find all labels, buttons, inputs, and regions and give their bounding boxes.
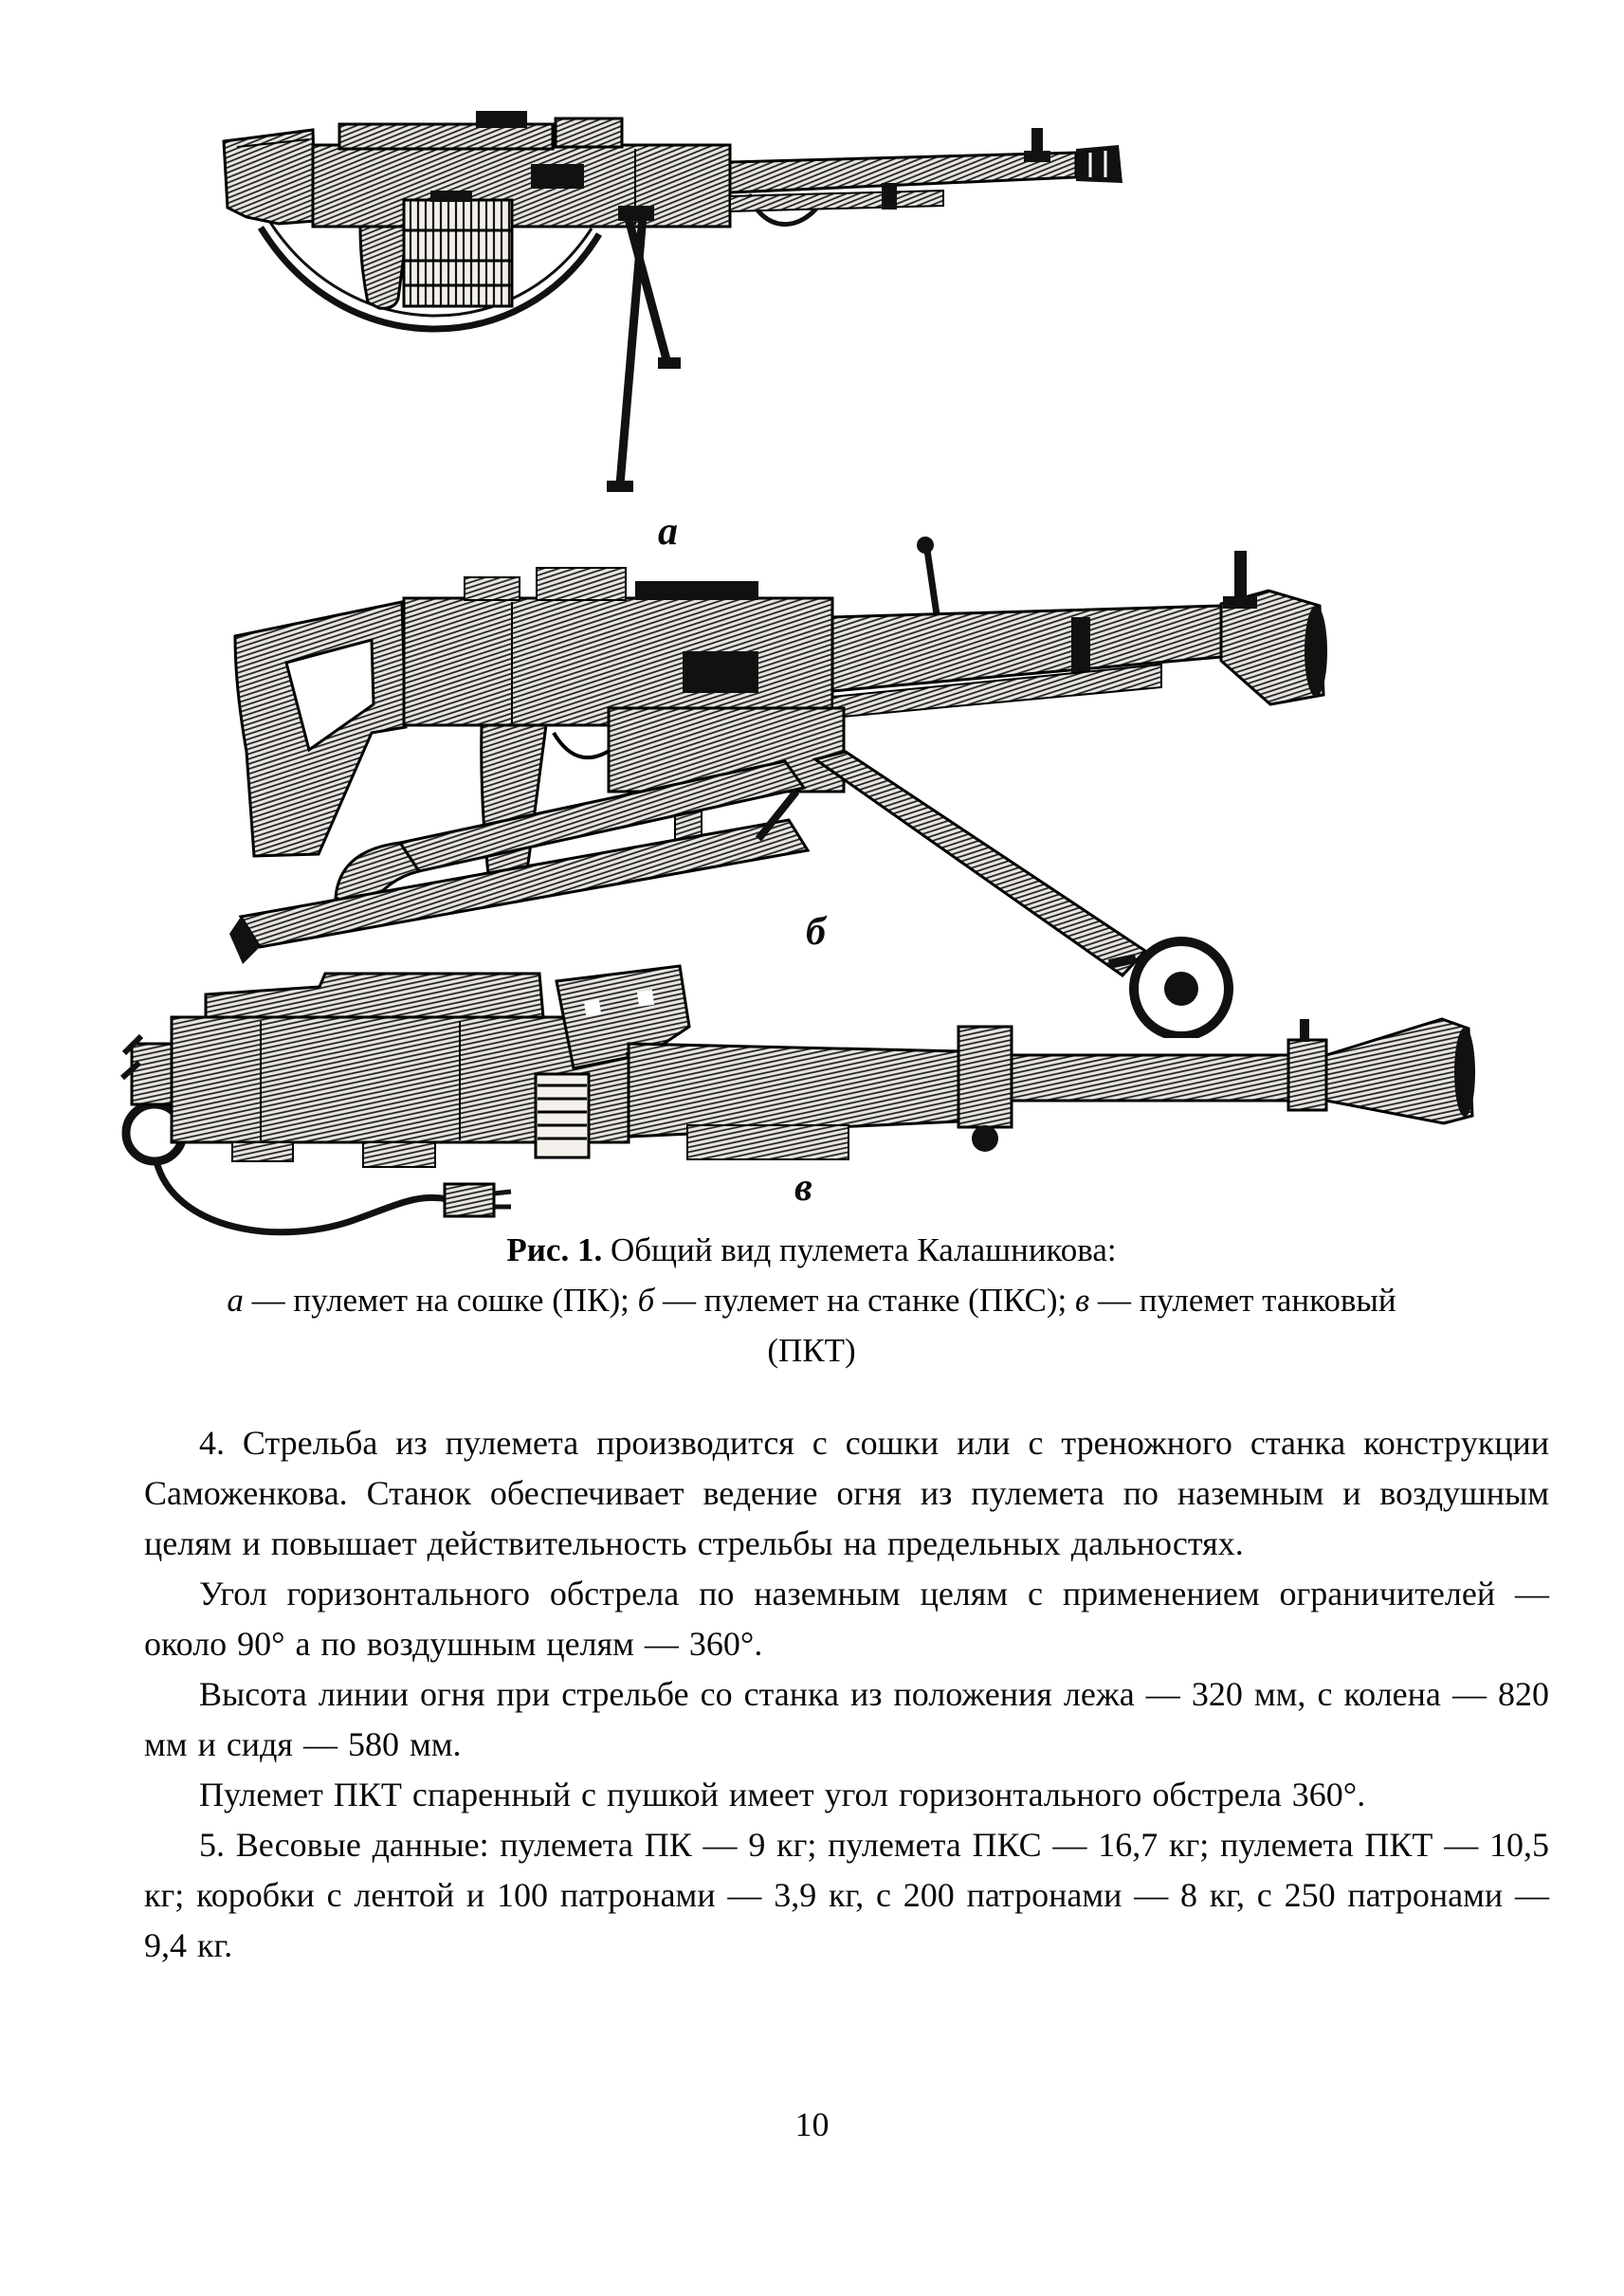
paragraph-5-weight-data: 5. Весовые данные: пулемета ПК — 9 кг; пулемета ПКС — 16,7 кг; пулемета ПКТ — 10,5 кг; коробки с лентой и 100 патронами — 3,9 кг, с 200 патронами — 8 кг, с 250 патронами — 9,4 кг. [144, 1826, 1549, 1964]
paragraph-horizontal-fire-angle: Угол горизонтального обстрела по наземным целям с применением ограничителей — около 90° а по воздушным целям — 360°. [144, 1575, 1549, 1663]
body-text [144, 1418, 1549, 1971]
figure-v-label: в [794, 1166, 812, 1210]
figure-caption-legend [186, 1275, 1437, 1376]
legend-text-a: — пулемет на сошке (ПК); [243, 1282, 638, 1319]
figure-title: Общий вид пулемета Калашникова: [602, 1231, 1117, 1268]
figure-caption-title-line [186, 1225, 1437, 1275]
figure-caption [186, 1225, 1437, 1376]
figure-a-label: а [658, 510, 678, 554]
legend-letter-v: в [1075, 1282, 1090, 1319]
legend-text-v: — пулемет танковый (ПКТ) [767, 1282, 1396, 1369]
paragraph-line-of-fire-height: Высота линии огня при стрельбе со станка из положения лежа — 320 мм, с колена — 820 мм и сидя — 580 мм. [144, 1675, 1549, 1763]
legend-text-b: — пулемет на станке (ПКС); [654, 1282, 1075, 1319]
figure-illustration-a-pk-on-bipod [218, 109, 1128, 498]
figure-b-label: б [806, 910, 826, 954]
pk-machine-gun-drawing [218, 109, 1128, 498]
paragraph-pkt-coaxial: Пулемет ПКТ спаренный с пушкой имеет угол горизонтального обстрела 360°. [199, 1776, 1366, 1813]
paragraph-4-firing: 4. Стрельба из пулемета производится с сошки или с треножного станка конструкции Саможенкова. Станок обеспечивает ведение огня из пулемета по наземным и воздушным целям и повышает действительность стрельбы на предельных дальностях. [144, 1424, 1549, 1562]
legend-letter-b: б [637, 1282, 655, 1319]
page-number: 10 [794, 2105, 830, 2143]
legend-letter-a: а [227, 1282, 244, 1319]
figure-number: Рис. 1. [506, 1231, 603, 1268]
